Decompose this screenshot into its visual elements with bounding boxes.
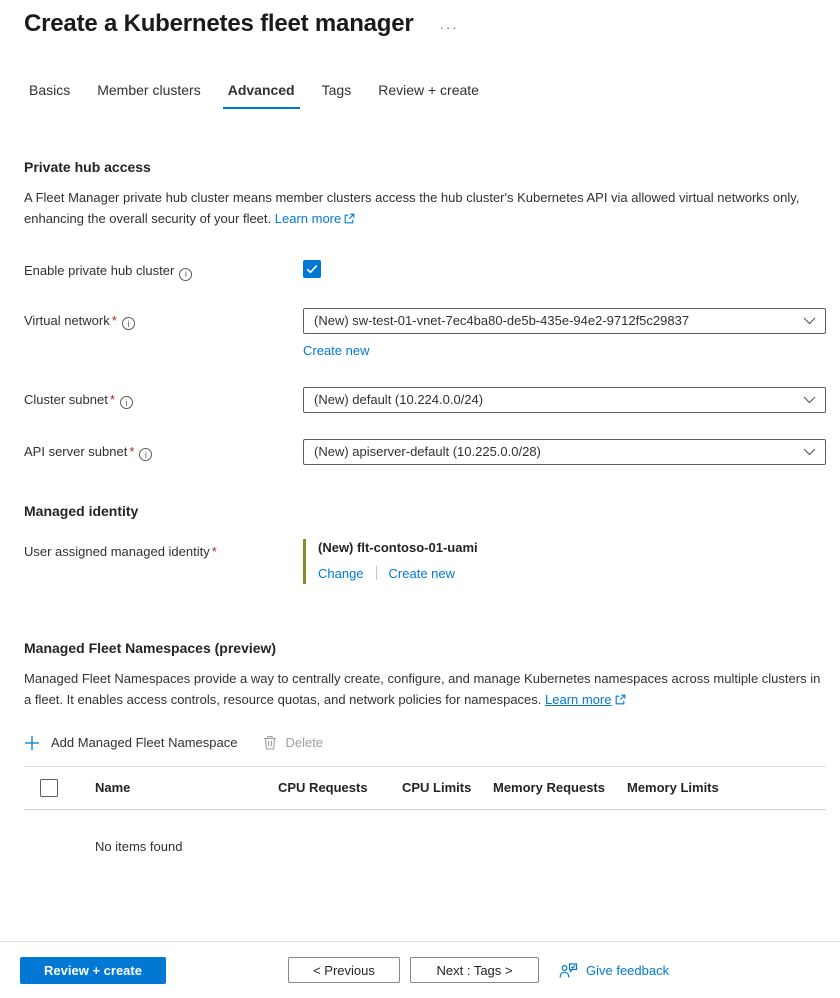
wizard-tabs	[24, 76, 826, 109]
checkmark-icon	[306, 264, 318, 274]
add-namespace-label: Add Managed Fleet Namespace	[51, 735, 238, 750]
required-asterisk: *	[211, 543, 217, 559]
column-header-cpu-limits[interactable]: CPU Limits	[402, 780, 472, 795]
api-server-subnet-value: (New) apiserver-default (10.225.0.0/28)	[314, 444, 541, 459]
external-link-icon	[344, 209, 355, 230]
table-empty-message: No items found	[95, 838, 183, 854]
tab-basics[interactable]: Basics	[29, 82, 71, 98]
column-header-name[interactable]: Name	[95, 780, 131, 795]
learn-more-label: Learn more	[545, 691, 612, 707]
managed-identity-field	[303, 539, 826, 584]
required-asterisk: *	[129, 443, 135, 459]
required-asterisk: *	[109, 391, 115, 407]
give-feedback-link[interactable]	[559, 962, 669, 979]
chevron-down-icon	[803, 312, 816, 330]
tab-member-clusters[interactable]: Member clusters	[97, 82, 201, 98]
column-header-memory-limits[interactable]: Memory Limits	[627, 780, 719, 795]
trash-icon	[263, 735, 277, 750]
private-hub-description	[24, 187, 824, 230]
select-all-checkbox[interactable]	[40, 779, 58, 797]
managed-identity-value: (New) flt-contoso-01-uami	[318, 539, 478, 555]
review-create-button[interactable]: Review + create	[20, 957, 166, 984]
managed-identity-row	[24, 539, 826, 584]
column-header-memory-requests[interactable]: Memory Requests	[493, 780, 605, 795]
info-icon[interactable]: i	[179, 268, 192, 281]
next-tags-button[interactable]: Next : Tags >	[410, 957, 539, 983]
managed-identity-heading: Managed identity	[24, 502, 139, 519]
add-namespace-button[interactable]	[24, 735, 237, 751]
cluster-subnet-value: (New) default (10.224.0.0/24)	[314, 392, 484, 407]
api-server-subnet-label-wrap	[24, 439, 303, 462]
column-header-cpu-requests[interactable]: CPU Requests	[278, 780, 368, 795]
learn-more-label: Learn more	[274, 211, 342, 226]
enable-private-hub-checkbox[interactable]	[303, 260, 321, 278]
info-icon[interactable]: i	[139, 448, 152, 461]
footer-bar	[0, 941, 840, 998]
namespaces-table	[24, 766, 826, 854]
page-header	[24, 10, 826, 38]
api-server-subnet-field	[303, 439, 826, 465]
virtual-network-dropdown[interactable]	[303, 308, 826, 334]
info-icon[interactable]: i	[120, 396, 133, 409]
delete-namespace-button[interactable]	[263, 735, 323, 750]
virtual-network-row	[24, 308, 826, 360]
chevron-down-icon	[803, 443, 816, 461]
tab-tags[interactable]: Tags	[321, 82, 352, 98]
managed-identity-box	[303, 539, 826, 584]
private-hub-description-text: A Fleet Manager private hub cluster means member clusters access the hub cluster's Kubernetes API via allowed virtual networks only, enhancing the overall security of your fleet.	[24, 190, 800, 226]
namespaces-heading: Managed Fleet Namespaces (preview)	[24, 639, 277, 656]
private-hub-learn-more-link[interactable]	[275, 211, 355, 226]
api-server-subnet-dropdown[interactable]	[303, 439, 826, 465]
cluster-subnet-label-wrap	[24, 387, 303, 410]
virtual-network-field	[303, 308, 826, 360]
chevron-down-icon	[803, 391, 816, 409]
managed-identity-label: User assigned managed identity	[24, 543, 210, 559]
namespaces-learn-more-link[interactable]	[545, 692, 625, 707]
cluster-subnet-field	[303, 387, 826, 413]
change-identity-link[interactable]: Change	[318, 565, 364, 581]
delete-namespace-label: Delete	[285, 735, 324, 750]
virtual-network-create-new-link[interactable]: Create new	[303, 342, 370, 358]
cluster-subnet-row	[24, 387, 826, 413]
page-title: Create a Kubernetes fleet manager	[24, 10, 414, 37]
info-icon[interactable]: i	[122, 317, 135, 330]
cluster-subnet-dropdown[interactable]	[303, 387, 826, 413]
create-new-identity-link[interactable]: Create new	[388, 565, 456, 581]
select-all-cell	[24, 779, 95, 797]
tab-advanced[interactable]: Advanced	[223, 76, 300, 109]
namespaces-description	[24, 668, 824, 711]
external-link-icon	[615, 690, 626, 711]
required-asterisk: *	[111, 312, 117, 328]
enable-private-hub-field	[303, 258, 826, 278]
feedback-icon	[559, 962, 578, 979]
vertical-divider	[376, 566, 377, 580]
api-server-subnet-row	[24, 439, 826, 465]
managed-identity-links	[318, 566, 826, 581]
enable-private-hub-row	[24, 258, 826, 281]
virtual-network-label-wrap	[24, 308, 303, 331]
namespaces-toolbar	[24, 735, 826, 751]
more-menu-icon[interactable]: ···	[439, 19, 459, 35]
previous-button[interactable]: < Previous	[288, 957, 400, 983]
enable-private-hub-label: Enable private hub cluster	[24, 263, 175, 278]
plus-icon	[24, 735, 40, 751]
footer-buttons	[0, 942, 840, 998]
give-feedback-label: Give feedback	[586, 962, 670, 978]
enable-private-hub-label-wrap	[24, 258, 303, 281]
namespaces-description-text: Managed Fleet Namespaces provide a way to centrally create, configure, and manage Kubernetes namespaces across multiple clusters in a fleet. It enables access controls, resource quotas, and network policies for namespaces.	[24, 670, 821, 707]
virtual-network-value: (New) sw-test-01-vnet-7ec4ba80-de5b-435e-94e2-9712f5c29837	[314, 313, 690, 328]
managed-identity-label-wrap	[24, 539, 303, 559]
tab-review-create[interactable]: Review + create	[378, 82, 479, 98]
virtual-network-label: Virtual network	[24, 312, 110, 328]
api-server-subnet-label: API server subnet	[24, 443, 128, 459]
private-hub-heading: Private hub access	[24, 159, 151, 175]
table-header-row	[24, 766, 826, 810]
cluster-subnet-label: Cluster subnet	[24, 391, 108, 407]
